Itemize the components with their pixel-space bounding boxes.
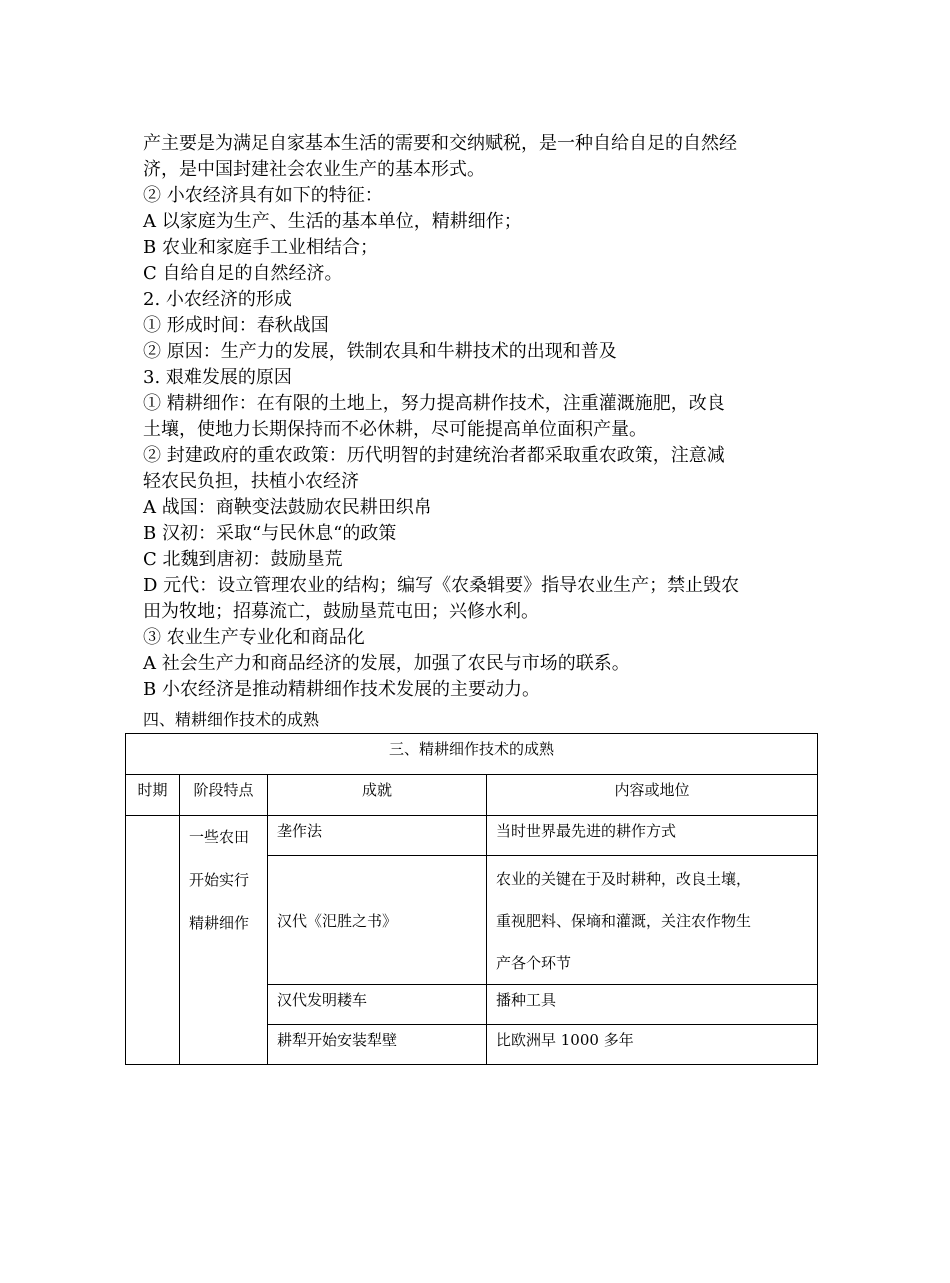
header-content: 内容或地位 (487, 775, 818, 816)
achievements-table (125, 733, 818, 1065)
section-heading: 四、精耕细作技术的成熟 (143, 710, 320, 729)
achievement-cell: 耕犁开始安装犁壁 (268, 1025, 487, 1065)
header-achievement: 成就 (268, 775, 487, 816)
body-line: A 以家庭为生产、生活的基本单位，精耕细作； (143, 211, 522, 232)
body-line: B 农业和家庭手工业相结合； (143, 237, 378, 258)
body-line: ② 小农经济具有如下的特征： (143, 185, 383, 206)
header-period: 时期 (126, 775, 180, 816)
content-cell (487, 856, 818, 985)
stage-line: 精耕细作 (189, 914, 250, 932)
body-line: ② 原因：生产力的发展，铁制农具和牛耕技术的出现和普及 (143, 341, 617, 362)
body-line: ② 封建政府的重农政策：历代明智的封建统治者都采取重农政策，注意减 (143, 445, 725, 466)
body-line: 3. 艰难发展的原因 (143, 367, 292, 388)
body-line: ① 精耕细作：在有限的土地上，努力提高耕作技术，注重灌溉施肥，改良 (143, 393, 725, 414)
stage-line: 开始实行 (189, 871, 250, 889)
body-line: 2. 小农经济的形成 (143, 289, 292, 310)
body-line: A 社会生产力和商品经济的发展，加强了农民与市场的联系。 (143, 653, 630, 674)
table-caption: 三、精耕细作技术的成熟 (126, 734, 818, 775)
content-line: 产各个环节 (496, 954, 572, 972)
content-cell: 播种工具 (487, 985, 818, 1025)
stage-cell (180, 816, 268, 1065)
body-line: 济，是中国封建社会农业生产的基本形式。 (143, 159, 485, 180)
body-line: D 元代：设立管理农业的结构；编写《农桑辑要》指导农业生产；禁止毁农 (143, 575, 740, 596)
body-line: A 战国：商鞅变法鼓励农民耕田织帛 (143, 497, 432, 518)
period-cell (126, 816, 180, 1065)
body-line: 土壤，使地力长期保持而不必休耕，尽可能提高单位面积产量。 (143, 419, 647, 440)
achievement-cell: 垄作法 (268, 816, 487, 856)
body-line: C 北魏到唐初：鼓励垦荒 (143, 549, 343, 570)
content-cell: 比欧洲早 1000 多年 (487, 1025, 818, 1065)
content-line: 重视肥料、保墒和灌溉，关注农作物生 (496, 912, 752, 930)
body-text (143, 131, 813, 703)
content-cell: 当时世界最先进的耕作方式 (487, 816, 818, 856)
body-line: ① 形成时间：春秋战国 (143, 315, 329, 336)
content-line: 农业的关键在于及时耕种，改良土壤， (496, 870, 752, 888)
body-line: ③ 农业生产专业化和商品化 (143, 627, 365, 648)
table-row (126, 816, 818, 856)
achievement-cell: 汉代发明耧车 (268, 985, 487, 1025)
stage-line: 一些农田 (189, 828, 250, 846)
achievement-cell: 汉代《汜胜之书》 (268, 856, 487, 985)
body-line: 田为牧地；招募流亡，鼓励垦荒屯田；兴修水利。 (143, 601, 539, 622)
body-line: 轻农民负担，扶植小农经济 (143, 471, 359, 492)
body-line: C 自给自足的自然经济。 (143, 263, 343, 284)
body-line: B 小农经济是推动精耕细作技术发展的主要动力。 (143, 679, 540, 700)
header-stage: 阶段特点 (180, 775, 268, 816)
body-line: B 汉初：采取“与民休息“的政策 (143, 523, 397, 544)
body-line: 产主要是为满足自家基本生活的需要和交纳赋税，是一种自给自足的自然经 (143, 133, 737, 154)
